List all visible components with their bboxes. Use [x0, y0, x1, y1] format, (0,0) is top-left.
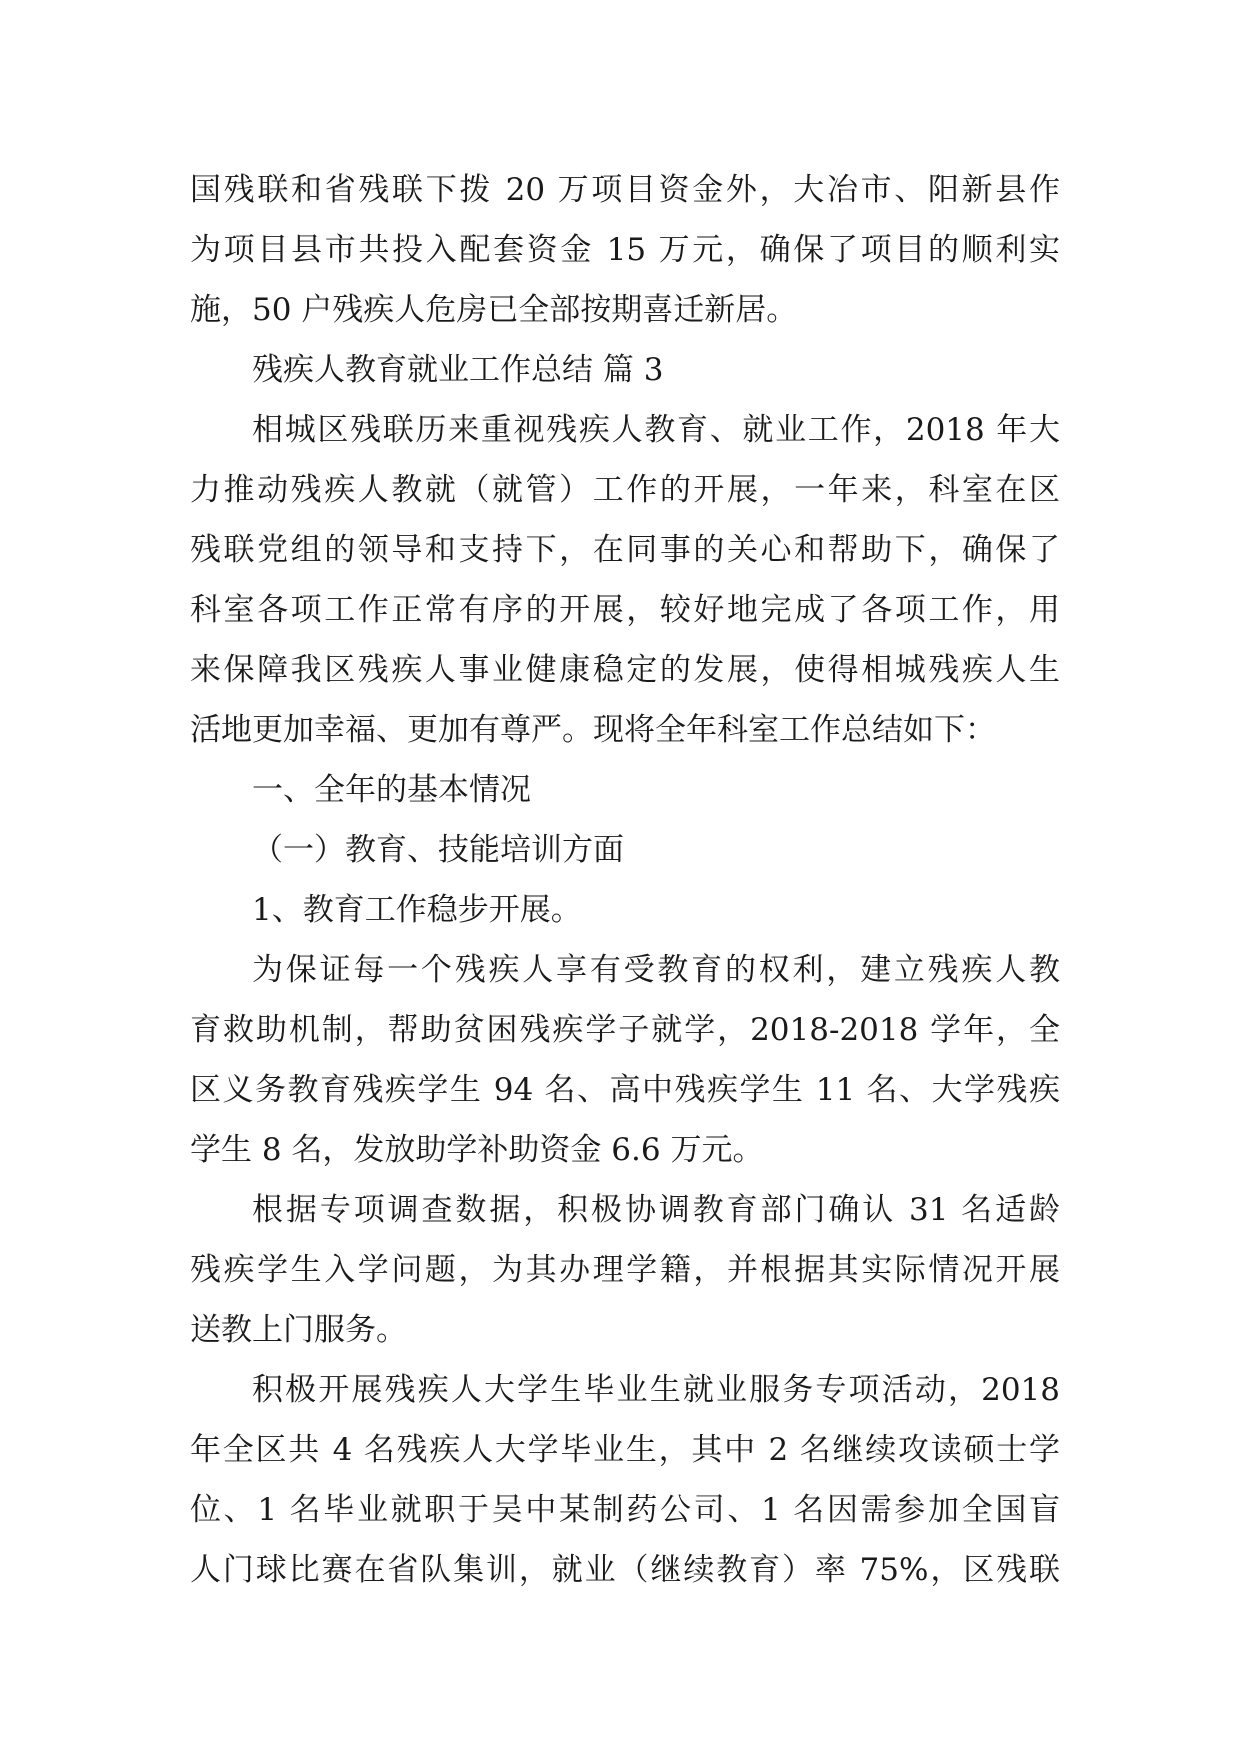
body-text	[190, 160, 1060, 1600]
text-line: 年全区共 4 名残疾人大学毕业生，其中 2 名继续攻读硕士学	[190, 1432, 1060, 1468]
text-line: 残疾学生入学问题，为其办理学籍，并根据其实际情况开展	[190, 1252, 1060, 1288]
text-line: 1、教育工作稳步开展。	[252, 892, 582, 928]
text-line: （一）教育、技能培训方面	[252, 832, 624, 868]
text-line: 人门球比赛在省队集训，就业（继续教育）率 75%，区残联	[190, 1552, 1060, 1588]
text-line: 残联党组的领导和支持下，在同事的关心和帮助下，确保了	[190, 532, 1060, 568]
text-line: 残疾人教育就业工作总结 篇 3	[252, 352, 664, 388]
text-line: 根据专项调查数据，积极协调教育部门确认 31 名适龄	[252, 1192, 1060, 1228]
text-line: 送教上门服务。	[190, 1312, 407, 1348]
text-line: 区义务教育残疾学生 94 名、高中残疾学生 11 名、大学残疾	[190, 1072, 1060, 1108]
text-line: 积极开展残疾人大学生毕业生就业服务专项活动，2018	[252, 1372, 1060, 1408]
text-line: 施，50 户残疾人危房已全部按期喜迁新居。	[190, 292, 798, 328]
text-line: 活地更加幸福、更加有尊严。现将全年科室工作总结如下：	[190, 712, 996, 748]
text-line: 来保障我区残疾人事业健康稳定的发展，使得相城残疾人生	[190, 652, 1060, 688]
text-line: 为保证每一个残疾人享有受教育的权利，建立残疾人教	[252, 952, 1060, 988]
text-line: 相城区残联历来重视残疾人教育、就业工作，2018 年大	[252, 412, 1060, 448]
text-line: 为项目县市共投入配套资金 15 万元，确保了项目的顺利实	[190, 232, 1060, 268]
text-line: 育救助机制，帮助贫困残疾学子就学，2018-2018 学年，全	[190, 1012, 1060, 1048]
text-line: 科室各项工作正常有序的开展，较好地完成了各项工作，用	[190, 592, 1060, 628]
text-line: 国残联和省残联下拨 20 万项目资金外，大冶市、阳新县作	[190, 172, 1060, 208]
text-line: 一、全年的基本情况	[252, 772, 531, 808]
text-line: 学生 8 名，发放助学补助资金 6.6 万元。	[190, 1132, 764, 1168]
text-line: 力推动残疾人教就（就管）工作的开展，一年来，科室在区	[190, 472, 1060, 508]
text-line: 位、1 名毕业就职于吴中某制药公司、1 名因需参加全国盲	[190, 1492, 1060, 1528]
